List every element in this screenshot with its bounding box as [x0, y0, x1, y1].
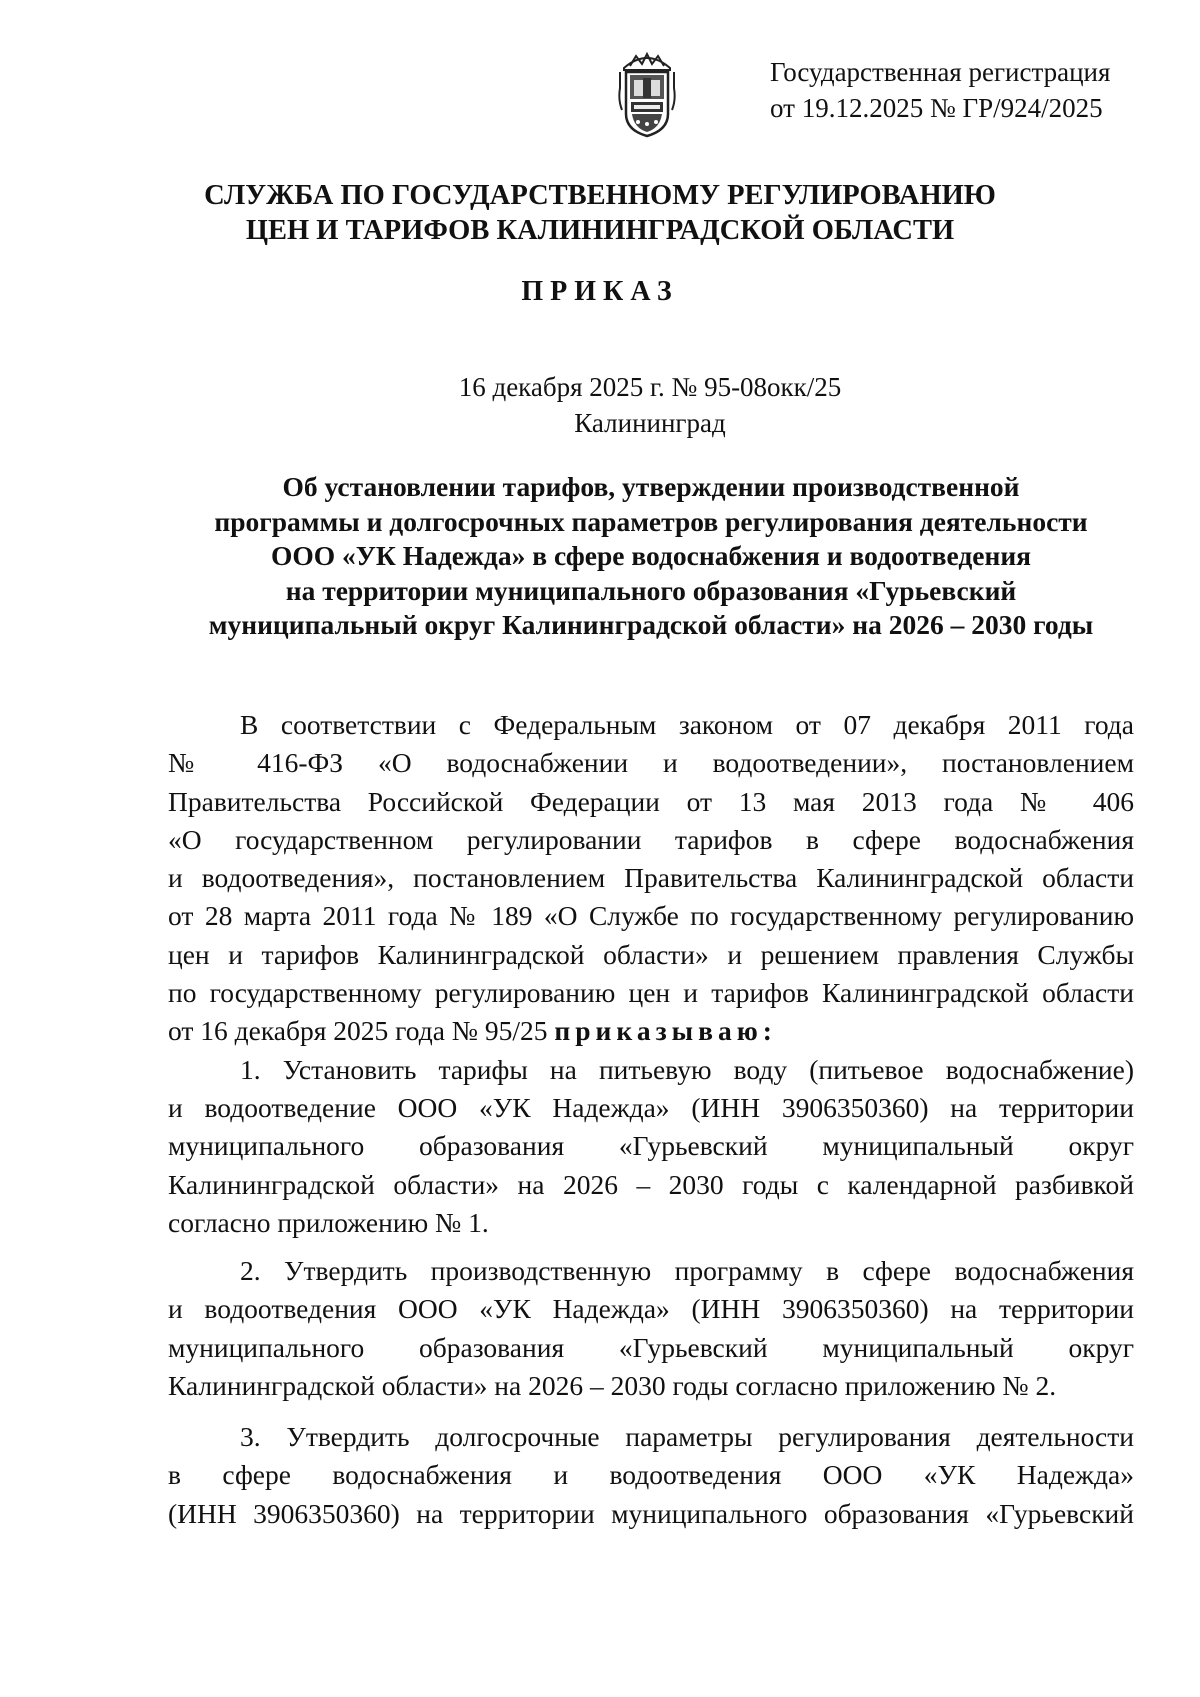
subject-line-4: на территории муниципального образования «Гурьевский: [285, 574, 1017, 606]
item1-line: согласно приложению № 1.: [168, 1206, 489, 1238]
item1-line: Калининградской области» на 2026 – 2030 годы с календарной разбивкой: [168, 1168, 1134, 1200]
preamble-line: «О государственном регулировании тарифов в сфере водоснабжения: [168, 823, 1134, 855]
preamble-line: № 416-ФЗ «О водоснабжении и водоотведении», постановлением: [168, 747, 1134, 779]
item1-line: 1. Установить тарифы на питьевую воду (питьевое водоснабжение): [240, 1053, 1134, 1085]
preamble-line: и водоотведения», постановлением Правительства Калининградской области: [168, 862, 1134, 894]
authority-line-1: СЛУЖБА ПО ГОСУДАРСТВЕННОМУ РЕГУЛИРОВАНИЮ: [204, 180, 996, 211]
coat-of-arms-emblem: [616, 48, 678, 140]
item2-line: муниципального образования «Гурьевский муниципальный округ: [168, 1331, 1134, 1363]
registration-block: [770, 54, 1150, 126]
subject-line-2: программы и долгосрочных параметров регулирования деятельности: [214, 505, 1088, 537]
item2-paragraph: [168, 1252, 1134, 1405]
preamble-paragraph: [168, 706, 1134, 1242]
preamble-line: от 16 декабря 2025 года № 95/25: [168, 1015, 548, 1047]
authority-name: [0, 178, 1200, 248]
registration-line-1: Государственная регистрация: [770, 57, 1111, 87]
order-date-number: 16 декабря 2025 г. № 95-08окк/25: [458, 372, 842, 402]
order-title: ПРИКАЗ: [521, 276, 679, 307]
item1-line: и водоотведение ООО «УК Надежда» (ИНН 3906350360) на территории: [168, 1091, 1134, 1123]
preamble-line: от 28 марта 2011 года № 189 «О Службе по государственному регулированию: [168, 900, 1134, 932]
item3-line: 3. Утвердить долгосрочные параметры регулирования деятельности: [240, 1421, 1134, 1452]
item3-paragraph: [168, 1418, 1134, 1533]
preamble-last-line: [168, 1012, 1134, 1050]
item2-line: и водоотведения ООО «УК Надежда» (ИНН 3906350360) на территории: [168, 1293, 1134, 1325]
item3-line: (ИНН 3906350360) на территории муниципального образования «Гурьевский: [168, 1497, 1134, 1529]
preamble-line: по государственному регулированию цен и тарифов Калининградской области: [168, 977, 1134, 1009]
preamble-line: В соответствии с Федеральным законом от 07 декабря 2011 года: [240, 709, 1134, 740]
subject-line-1: Об установлении тарифов, утверждении производственной: [282, 471, 1020, 502]
item2-line: 2. Утвердить производственную программу в сфере водоснабжения: [240, 1255, 1134, 1286]
subject-line-5: муниципальный округ Калининградской области» на 2026 – 2030 годы: [208, 609, 1094, 640]
preamble-line: Правительства Российской Федерации от 13 мая 2013 года № 406: [168, 785, 1134, 817]
order-city: Калининград: [574, 408, 726, 438]
order-subject: [168, 470, 1134, 643]
order-date-block: [0, 369, 1200, 441]
item1-line: муниципального образования «Гурьевский муниципальный округ: [168, 1130, 1134, 1162]
registration-line-2: от 19.12.2025 № ГР/924/2025: [770, 93, 1103, 123]
authority-line-2: ЦЕН И ТАРИФОВ КАЛИНИНГРАДСКОЙ ОБЛАСТИ: [245, 215, 955, 246]
item2-line: Калининградской области» на 2026 – 2030 годы согласно приложению № 2.: [168, 1369, 1057, 1401]
item3-line: в сфере водоснабжения и водоотведения ООО «УК Надежда»: [168, 1459, 1134, 1491]
subject-line-3: ООО «УК Надежда» в сфере водоснабжения и водоотведения: [270, 540, 1032, 571]
preamble-line: цен и тарифов Калининградской области» и решением правления Службы: [168, 938, 1134, 970]
order-directive: приказываю:: [554, 1015, 777, 1047]
